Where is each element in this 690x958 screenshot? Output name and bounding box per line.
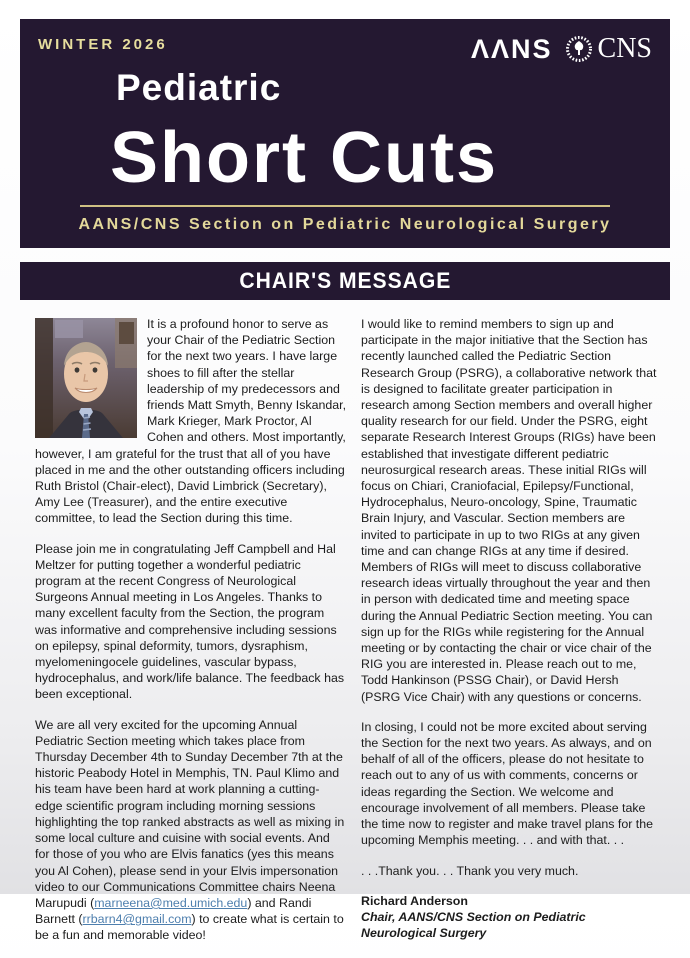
masthead-divider-rule <box>80 205 610 207</box>
masthead-tagline: AANS/CNS Section on Pediatric Neurological Surgery <box>78 216 612 233</box>
cns-logo <box>565 35 652 63</box>
aans-logo: ΛΛNS <box>471 33 553 64</box>
cns-logo-text: CNS <box>597 33 652 64</box>
issue-label: WINTER 2026 <box>38 36 168 53</box>
signature-name: Richard Anderson <box>361 893 468 908</box>
section-banner <box>20 262 670 300</box>
paragraph-annual-meeting <box>35 717 347 944</box>
paragraph-annual-meeting-text3: ) to create what is certain to be a fun and memorable video! <box>35 912 344 943</box>
paragraph-thankyou: . . .Thank you. . . Thank you very much. <box>361 863 579 878</box>
email-link-marupudi[interactable]: marneena@med.umich.edu <box>94 895 248 910</box>
section-banner-title: CHAIR'S MESSAGE <box>239 268 451 293</box>
newsletter-title-line1: Pediatric <box>116 67 282 108</box>
cns-wreath-icon <box>565 35 593 63</box>
org-logos <box>471 35 652 63</box>
paragraph-cns-meeting: Please join me in congratulating Jeff Campbell and Hal Meltzer for putting together a wonderful pediatric program at the recent Congress of Neurological Surgeons Annual meeting in Los Angeles. Thanks to many excellent faculty from the Section, the program was informative and comprehensive including sessions on epilepsy, spinal deformity, tumors, dysraphism, myelomeningocele guidelines, vascular bypass, hydrocephalus, and work/life balance. The feedback has been exceptional. <box>35 541 345 702</box>
paragraph-intro <box>35 316 347 527</box>
email-link-barnett[interactable]: rrbarn4@gmail.com <box>82 912 192 927</box>
newsletter-title-line2: Short Cuts <box>110 118 498 198</box>
paragraph-annual-meeting-text1: We are all very excited for the upcoming Annual Pediatric Section meeting which takes place from Thursday December 4th to Sunday December 7th at the historic Peabody Hotel in Memphis, TN. Paul Klimo and his team have been hard at work planning a cutting-edge scientific program including morning sessions highlighting the top ranked abstracts as well as mixing in some local culture and cuisine with social events. And for those of you who are Elvis fanatics (yes this means you Al Cohen), please send in your Elvis impersonation video to our Communications Committee chairs Neena Marupudi ( <box>35 717 345 910</box>
chair-portrait-photo <box>35 318 137 438</box>
article-right-column <box>361 316 657 941</box>
article-left-column <box>35 316 347 958</box>
paragraph-annual-meeting-text2: ) and Randi Barnett ( <box>35 895 312 927</box>
signature-title: Chair, AANS/CNS Section on Pediatric Neurological Surgery <box>361 909 586 941</box>
signature-block <box>361 893 657 942</box>
paragraph-intro-text: It is a profound honor to serve as your Chair of the Pediatric Section for the next two years. I have large shoes to fill after the stellar leadership of my predecessors and friends Matt Smyth, Benny Iskandar, Mark Krieger, Mark Proctor, Al Cohen and others. Most importantly, however, I am grateful for the trust that all of you have placed in me and the other outstanding officers including Ruth Bristol (Chair-elect), David Limbrick (Secretary), Amy Lee (Treasurer), and the entire executive committee, to lead the Section during this time. <box>35 317 347 526</box>
paragraph-psrg: I would like to remind members to sign up and participate in the major initiative that the Section has recently launched called the Pediatric Section Research Group (PSRG), a collaborative network that is designed to facilitate greater participation in research among Section members and overall higher quality research for our field. Under the PSRG, eight separate Research Interest Groups (RIGs) have been established that investigate different pediatric neurosurgical research areas. These initial RIGs will focus on Chiari, Craniofacial, Epilepsy/Functional, Hydrocephalus, Neuro-oncology, Spine, Traumatic Brain Injury, and Vascular. Section members are invited to participate in up to two RIGs at any given time and can change RIGs at any time if desired. Members of RIGs will meet to discuss collaborative research ideas virtually throughout the year and then in person with dedicated time and meeting space during the Annual Pediatric Section meeting. You can sign up for the RIGs while registering for the Annual meeting or by contacting the chair or vice chair of the RIG you are interested in. Please reach out to me, Todd Hankinson (PSSG Chair), or David Hersh (PSRG Vice Chair) with any questions or concerns. <box>361 317 657 704</box>
masthead <box>20 19 670 248</box>
paragraph-closing: In closing, I could not be more excited about serving the Section for the next two years. As always, and on behalf of all of the officers, please do not hesitate to reach out to any of us with comments, concerns or ideas regarding the Section. We welcome and encourage involvement of all members. Please take the time now to register and make travel plans for the upcoming Memphis meeting. . . and with that. . . <box>361 719 654 848</box>
